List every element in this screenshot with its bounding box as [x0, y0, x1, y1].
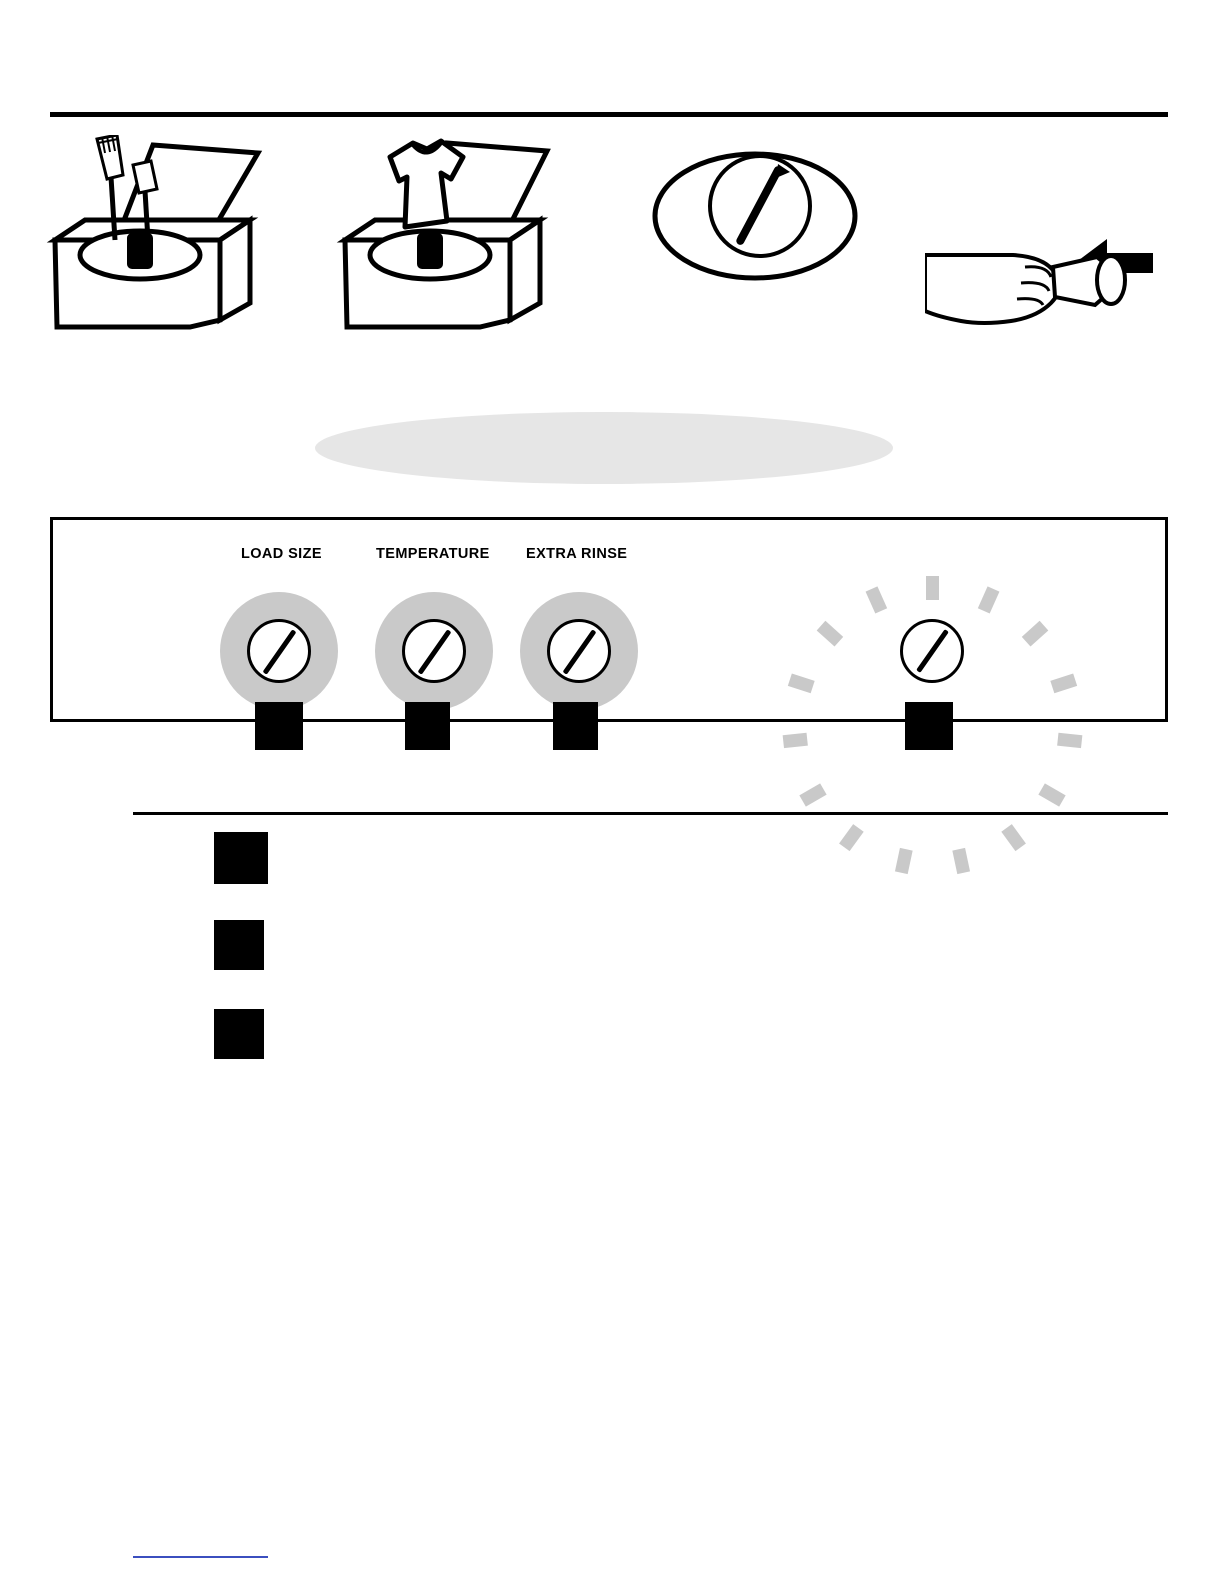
load-size-knob-face[interactable] [247, 619, 311, 683]
burst-ray [839, 824, 864, 851]
step-marker-3 [214, 1009, 264, 1059]
burst-ray [1021, 621, 1048, 647]
footer-link[interactable] [133, 1556, 268, 1558]
temperature-knob-face[interactable] [402, 619, 466, 683]
washer-with-detergent-icon [45, 135, 265, 335]
illustration-row [0, 130, 1225, 370]
callout-marker-3 [553, 702, 598, 750]
washer-with-clothes-icon [335, 135, 565, 335]
burst-ray [952, 848, 970, 874]
step-marker-1 [214, 832, 268, 884]
burst-ray [1057, 733, 1082, 748]
burst-ray [977, 586, 999, 613]
extra-rinse-knob-face[interactable] [547, 619, 611, 683]
burst-ray [894, 848, 912, 874]
cycle-selector-knob-face[interactable] [900, 619, 964, 683]
callout-marker-4 [905, 702, 953, 750]
label-extra-rinse: EXTRA RINSE [526, 546, 628, 562]
grey-ellipse-highlight [315, 412, 893, 484]
burst-ray [1050, 673, 1077, 693]
horizontal-divider-top [50, 112, 1168, 117]
step-marker-2 [214, 920, 264, 970]
burst-ray [1001, 824, 1026, 851]
burst-ray [926, 576, 939, 600]
load-size-knob[interactable] [220, 592, 338, 710]
control-knob-icon [650, 144, 870, 294]
callout-marker-1 [255, 702, 303, 750]
burst-ray [816, 621, 843, 647]
horizontal-divider-lower [133, 812, 1168, 815]
callout-marker-2 [405, 702, 450, 750]
burst-ray [865, 586, 887, 613]
hand-pushing-knob-icon [925, 225, 1155, 365]
label-temperature: TEMPERATURE [376, 546, 490, 562]
extra-rinse-knob[interactable] [520, 592, 638, 710]
burst-ray [782, 733, 807, 748]
burst-ray [787, 673, 814, 693]
burst-ray [799, 783, 826, 806]
temperature-knob[interactable] [375, 592, 493, 710]
label-load-size: LOAD SIZE [241, 546, 322, 562]
washer-control-panel [50, 517, 1168, 722]
burst-ray [1038, 783, 1065, 806]
